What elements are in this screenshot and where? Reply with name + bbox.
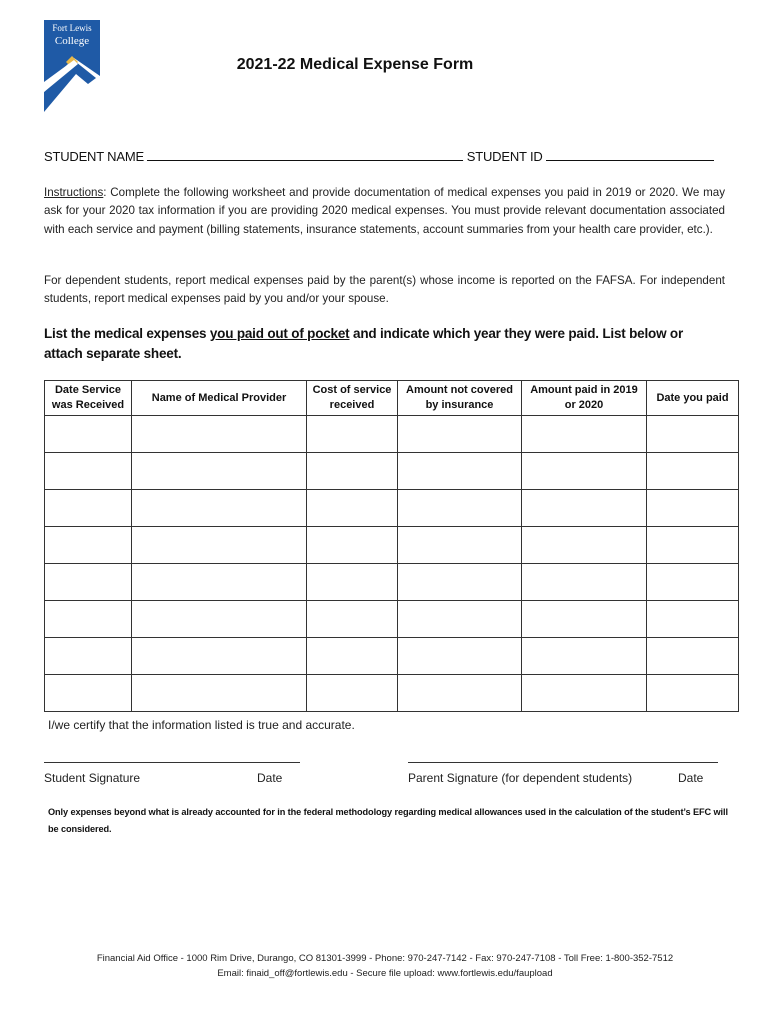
- instructions-paragraph: [44, 184, 725, 239]
- table-cell[interactable]: [647, 564, 739, 601]
- student-info-line: [44, 148, 714, 164]
- table-cell[interactable]: [45, 601, 132, 638]
- logo-line2: College: [54, 35, 90, 47]
- list-heading-part1: List the medical expenses: [44, 326, 210, 341]
- table-cell[interactable]: [647, 601, 739, 638]
- table-cell[interactable]: [307, 490, 398, 527]
- expense-note: Only expenses beyond what is already accounted for in the federal methodology regarding medical allowances used in the calculation of the student’s EFC will be considered.: [48, 807, 728, 834]
- table-cell[interactable]: [398, 638, 522, 675]
- table-cell[interactable]: [132, 564, 307, 601]
- dependent-paragraph: For dependent students, report medical expenses paid by the parent(s) whose income is reported on the FAFSA. For independent students, report medical expenses paid by you and/or your spouse.: [44, 274, 725, 306]
- table-cell[interactable]: [398, 453, 522, 490]
- parent-signature-label: Parent Signature (for dependent students): [408, 771, 633, 785]
- table-cell[interactable]: [45, 490, 132, 527]
- table-cell[interactable]: [647, 527, 739, 564]
- header-provider: Name of Medical Provider: [132, 381, 307, 416]
- table-cell[interactable]: [307, 675, 398, 712]
- table-cell[interactable]: [522, 416, 647, 453]
- table-row: [45, 490, 739, 527]
- table-cell[interactable]: [45, 416, 132, 453]
- table-cell[interactable]: [45, 675, 132, 712]
- student-signature-label: Student Signature: [44, 771, 141, 785]
- certification-statement: I/we certify that the information listed is true and accurate.: [48, 718, 355, 732]
- footer-contact-line: Financial Aid Office - 1000 Rim Drive, Durango, CO 81301-3999 - Phone: 970-247-7142 - Fax: 970-247-7108 - Toll Free: 1-800-352-7512: [96, 953, 674, 964]
- table-cell[interactable]: [45, 527, 132, 564]
- table-row: [45, 416, 739, 453]
- list-heading-part2: and indicate which year they were paid. List below or attach separate sheet.: [44, 326, 684, 361]
- expense-table: [44, 380, 739, 712]
- footer: [0, 951, 770, 981]
- logo-line1: Fort Lewis: [52, 23, 92, 33]
- table-cell[interactable]: [307, 453, 398, 490]
- instructions-text: : Complete the following worksheet and provide documentation of medical expenses you paid in 2019 or 2020. We may ask for your 2020 tax information if you are providing 2020 medical expenses. You must provide relevant documentation associated with each service and payment (billing statements, insurance statements, account summaries from your health care provider, etc.).: [44, 186, 725, 236]
- table-cell[interactable]: [522, 453, 647, 490]
- parent-signature-line[interactable]: [408, 762, 718, 763]
- header-date-paid: Date you paid: [647, 381, 739, 416]
- header-date-service: Date Service was Received: [45, 381, 132, 416]
- table-cell[interactable]: [307, 638, 398, 675]
- table-cell[interactable]: [398, 490, 522, 527]
- table-cell[interactable]: [398, 675, 522, 712]
- list-heading: [44, 324, 725, 364]
- table-cell[interactable]: [398, 601, 522, 638]
- table-cell[interactable]: [522, 490, 647, 527]
- table-cell[interactable]: [45, 453, 132, 490]
- table-cell[interactable]: [398, 527, 522, 564]
- list-heading-underlined: you paid out of pocket: [209, 326, 350, 341]
- table-row: [45, 564, 739, 601]
- table-cell[interactable]: [647, 453, 739, 490]
- student-date-label: Date: [257, 771, 283, 785]
- table-cell[interactable]: [132, 490, 307, 527]
- table-row: [45, 675, 739, 712]
- table-cell[interactable]: [307, 601, 398, 638]
- table-cell[interactable]: [647, 416, 739, 453]
- header-not-covered: Amount not covered by insurance: [398, 381, 522, 416]
- table-cell[interactable]: [398, 564, 522, 601]
- table-cell[interactable]: [132, 675, 307, 712]
- table-cell[interactable]: [522, 601, 647, 638]
- table-cell[interactable]: [522, 564, 647, 601]
- table-cell[interactable]: [132, 638, 307, 675]
- student-id-field[interactable]: [546, 148, 714, 161]
- table-row: [45, 453, 739, 490]
- table-cell[interactable]: [132, 453, 307, 490]
- student-signature-line[interactable]: [44, 762, 300, 763]
- table-row: [45, 638, 739, 675]
- table-cell[interactable]: [647, 490, 739, 527]
- table-cell[interactable]: [522, 675, 647, 712]
- table-cell[interactable]: [132, 416, 307, 453]
- table-cell[interactable]: [307, 527, 398, 564]
- student-name-field[interactable]: [147, 148, 463, 161]
- table-cell[interactable]: [132, 527, 307, 564]
- table-row: [45, 527, 739, 564]
- table-header-row: [45, 381, 739, 416]
- table-cell[interactable]: [647, 638, 739, 675]
- table-cell[interactable]: [647, 675, 739, 712]
- table-cell[interactable]: [522, 638, 647, 675]
- table-cell[interactable]: [307, 564, 398, 601]
- table-cell[interactable]: [307, 416, 398, 453]
- student-name-label: STUDENT NAME: [44, 149, 144, 164]
- table-cell[interactable]: [522, 527, 647, 564]
- table-cell[interactable]: [45, 638, 132, 675]
- parent-date-label: Date: [678, 771, 704, 785]
- table-cell[interactable]: [398, 416, 522, 453]
- header-cost: Cost of service received: [307, 381, 398, 416]
- table-row: [45, 601, 739, 638]
- table-cell[interactable]: [132, 601, 307, 638]
- student-id-label: STUDENT ID: [466, 149, 543, 164]
- expense-table-body: [45, 416, 739, 712]
- footer-email-line: Email: finaid_off@fortlewis.edu - Secure file upload: www.fortlewis.edu/faupload: [217, 968, 553, 979]
- form-title: 2021-22 Medical Expense Form: [236, 56, 474, 73]
- instructions-label: Instructions: [44, 186, 104, 199]
- table-cell[interactable]: [45, 564, 132, 601]
- header-amount-paid: Amount paid in 2019 or 2020: [522, 381, 647, 416]
